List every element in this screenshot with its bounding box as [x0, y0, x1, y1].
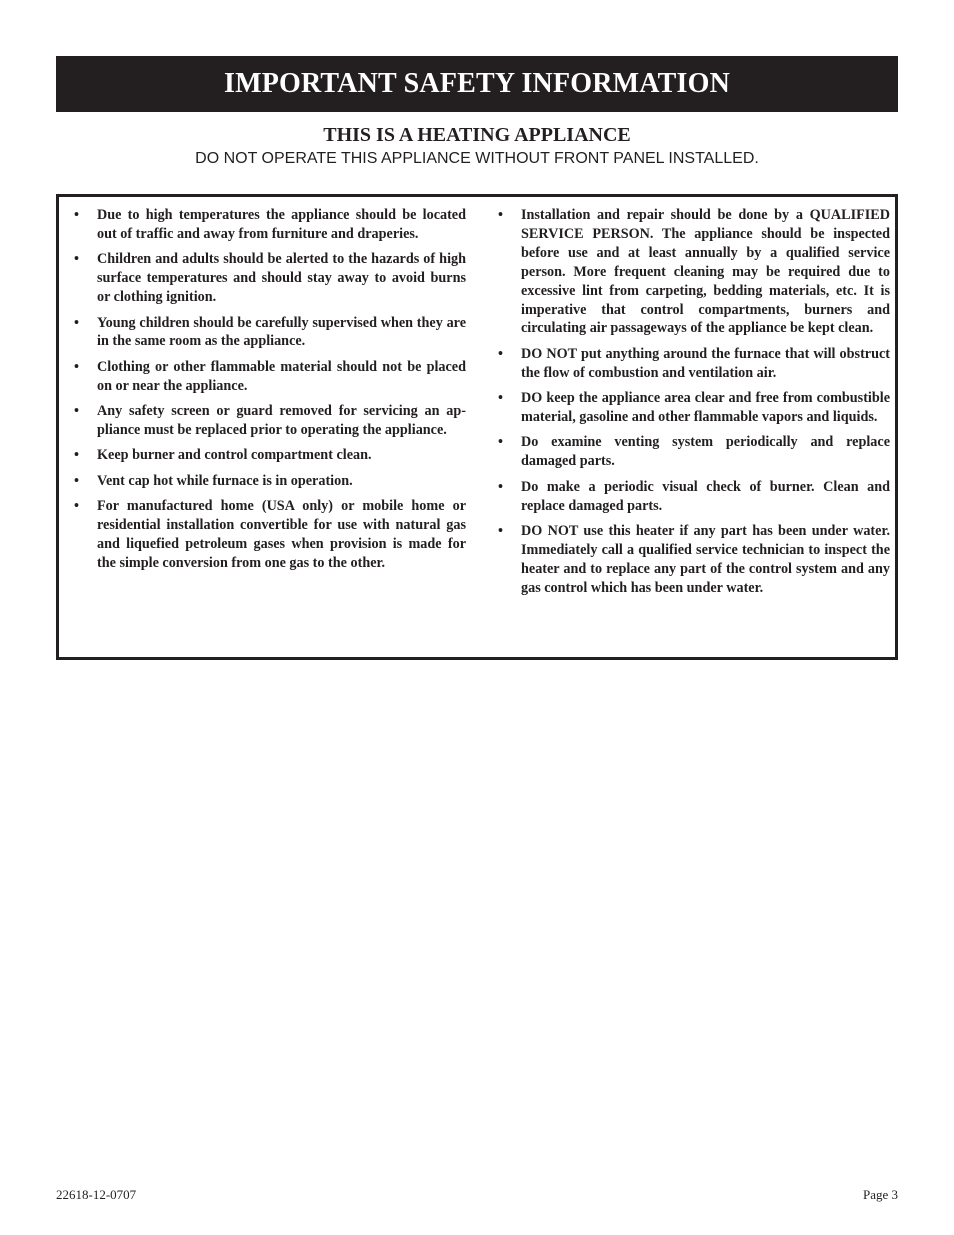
list-item — [497, 433, 890, 471]
bullet-icon: • — [74, 472, 79, 489]
list-item-text: Vent cap hot while furnace is in operation. — [97, 472, 353, 489]
page-number: Page 3 — [862, 1187, 898, 1202]
list-item — [73, 472, 466, 491]
list-item-text: Due to high temperatures the appliance should be located out of traffic and away from furniture and draperies. — [97, 207, 466, 242]
bullet-icon: • — [74, 447, 79, 464]
bullet-icon: • — [498, 390, 503, 407]
list-item-text: For manufactured home (USA only) or mobile home or residential installation convertible for use with natural gas and liquefied petroleum gases when provision is made for the simple conversion from one gas to the other. — [97, 498, 466, 571]
list-item-text: Keep burner and control compartment clean. — [97, 447, 372, 464]
bullet-icon: • — [74, 358, 79, 375]
title-banner — [56, 56, 898, 112]
list-item-text: Do make a periodic visual check of burner. Clean and replace damaged parts. — [521, 478, 890, 514]
left-bullet-list — [73, 206, 466, 579]
list-item-text: Installation and repair should be done by a QUALIFIED SERVICE PERSON. The appliance should be inspected before use and at least annually by a qualified service person. More frequent cleaning may be required due to excessive lint from carpeting, bedding materials, etc. It is imperative that control compartments, burners and circulating air passageways of the appliance be kept clean. — [521, 207, 890, 337]
list-item — [73, 358, 466, 396]
list-item — [497, 522, 890, 598]
bullet-icon: • — [74, 498, 79, 515]
bullet-icon: • — [498, 523, 503, 540]
bullet-icon: • — [74, 207, 79, 223]
bullet-icon: • — [498, 345, 503, 362]
list-item-text: Do examine venting system periodically and replace damaged parts. — [521, 434, 890, 470]
list-item — [497, 345, 890, 383]
list-item-text: DO NOT use this heater if any part has been under water. Immediately call a qualified service technician to inspect the heater and to replace any part of the control system and any gas control which has been under water. — [521, 523, 890, 596]
list-item — [497, 206, 890, 338]
warning-notice: DO NOT OPERATE THIS APPLIANCE WITHOUT FRONT PANEL INSTALLED. — [195, 150, 759, 167]
list-item-text: Any safety screen or guard removed for servicing an appliance must be replaced prior to operating the appliance. — [97, 403, 466, 439]
list-item-text: DO NOT put anything around the furnace that will obstruct the flow of combustion and ventilation air. — [521, 345, 890, 381]
list-item — [73, 314, 466, 352]
bullet-icon: • — [498, 207, 503, 223]
document-number: 22618-12-0707 — [56, 1187, 137, 1202]
list-item — [497, 389, 890, 427]
right-bullet-list — [497, 206, 890, 604]
list-item-text: Children and adults should be alerted to the hazards of high surface temperatures and should stay away to avoid burns or clothing ignition. — [97, 251, 466, 306]
bullet-icon: • — [498, 478, 503, 495]
list-item-text: Young children should be carefully supervised when they are in the same room as the appliance. — [97, 314, 466, 350]
page-title: IMPORTANT SAFETY INFORMATION — [223, 68, 731, 99]
list-item-text: Clothing or other flammable material should not be placed on or near the appliance. — [97, 358, 466, 394]
bullet-icon: • — [74, 314, 79, 331]
list-item — [73, 250, 466, 307]
list-item — [73, 446, 466, 465]
list-item — [73, 497, 466, 573]
bullet-icon: • — [74, 403, 79, 420]
list-item — [497, 478, 890, 516]
list-item — [73, 206, 466, 244]
bullet-icon: • — [74, 251, 79, 268]
bullet-icon: • — [498, 434, 503, 451]
list-item-text: DO keep the appliance area clear and free from combustible material, gasoline and other flammable vapors and liquids. — [521, 390, 890, 426]
section-subtitle: THIS IS A HEATING APPLIANCE — [323, 124, 631, 146]
list-item — [73, 402, 466, 440]
safety-box — [56, 194, 898, 660]
